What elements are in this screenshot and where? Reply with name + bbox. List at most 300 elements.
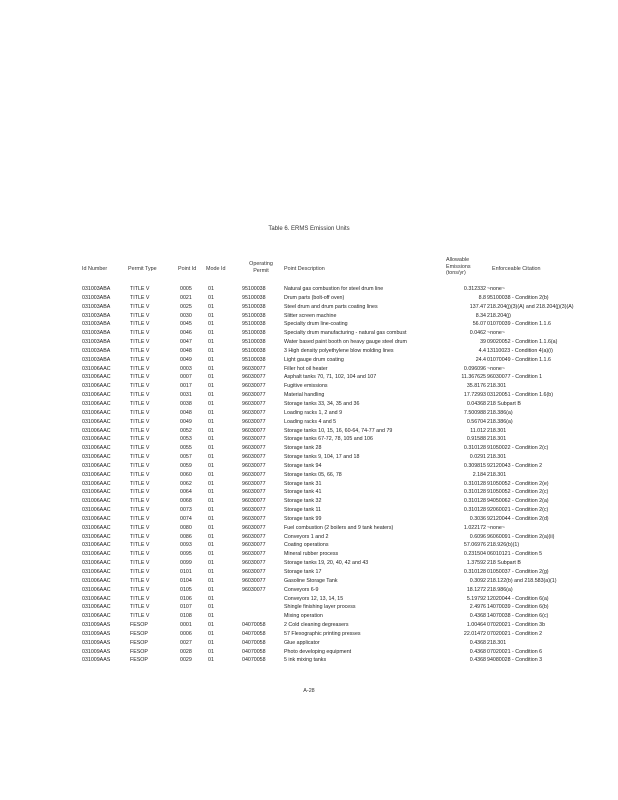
table-row [0,471,618,480]
point-id-cell: 0064 [180,489,192,496]
permit-type-cell: TITLE V [130,489,150,496]
emission-units-table [0,285,618,665]
point-description-cell: Storage tanks 33, 34, 35 and 36 [284,400,360,407]
allowable-emissions-cell: 0.0291 [469,454,486,461]
point-id-cell: 0062 [180,480,192,487]
enforceable-citation-cell: 218.301 [487,471,507,478]
mode-id-cell: 01 [208,418,214,425]
point-id-cell: 0017 [180,383,192,390]
table-row [0,488,618,497]
permit-type-cell: TITLE V [130,586,150,593]
point-description-cell: Storage tank 31 [284,480,322,487]
point-description-cell: Loading racks 4 and 5 [284,418,337,425]
operating-permit-cell: 96030077 [242,480,266,487]
enforceable-citation-cell: 218.301 [487,427,507,434]
point-id-cell: 0005 [180,286,192,292]
allowable-emissions-cell: 1.022172 [463,524,486,531]
allowable-emissions-cell: 57.06976 [463,542,486,549]
table-row [0,533,618,542]
table-row [0,577,618,586]
point-description-cell: Conveyors 6-9 [284,586,319,593]
enforceable-citation-cell: ~none~ [487,330,505,337]
enforceable-citation-cell: 07020021 - Condition 2 [487,630,543,637]
id-number-cell: 031006AAC [82,586,111,593]
table-row [0,480,618,489]
allowable-emissions-cell: 11.367625 [461,374,486,381]
table-row [0,656,618,665]
enforceable-citation-cell: ~none~ [487,365,505,372]
mode-id-cell: 01 [208,454,214,461]
point-description-cell: Conveyors 12, 13, 14, 15 [284,595,344,602]
allowable-emissions-cell: 0.231504 [463,551,486,558]
mode-id-cell: 01 [208,489,214,496]
table-row [0,453,618,462]
allowable-emissions-cell: 0.310128 [463,480,486,487]
table-row [0,418,618,427]
operating-permit-cell: 96030077 [242,409,266,416]
permit-type-cell: TITLE V [130,560,150,567]
table-row [0,639,618,648]
point-id-cell: 0101 [180,569,192,575]
allowable-emissions-cell: 39 [480,339,486,346]
allowable-emissions-cell: 4.4 [478,347,486,354]
allowable-emissions-cell: 0.4368 [469,648,486,655]
permit-type-cell: TITLE V [130,383,150,390]
permit-type-cell: TITLE V [130,462,150,469]
allowable-emissions-cell: 0.310128 [463,569,486,575]
operating-permit-cell: 96030077 [242,586,266,593]
permit-type-cell: FESOP [130,622,148,629]
enforceable-citation-cell: 06010121 - Condition 5 [487,551,543,558]
point-id-cell: 0048 [180,347,192,354]
allowable-emissions-cell: 1.00464 [466,622,486,629]
mode-id-cell: 01 [208,604,214,611]
point-description-cell: Storage tank 32 [284,498,322,505]
point-id-cell: 0059 [180,462,192,469]
point-id-cell: 0027 [180,639,192,646]
point-id-cell: 0049 [180,418,192,425]
id-number-cell: 031006AAC [82,533,111,540]
id-number-cell: 031006AAC [82,400,111,407]
point-description-cell: Steel drum and drum parts coating lines [284,303,378,310]
table-row [0,497,618,506]
enforceable-citation-cell: 91050022 - Condition 2(c) [487,445,549,452]
operating-permit-cell: 95100038 [242,294,266,301]
permit-type-cell: TITLE V [130,330,150,337]
allowable-emissions-cell: 0.6096 [469,533,486,540]
mode-id-cell: 01 [208,347,214,354]
mode-id-cell: 01 [208,374,214,381]
point-id-cell: 0068 [180,498,192,505]
enforceable-citation-cell: 218.386(a) [487,418,513,425]
allowable-emissions-cell: 0.04368 [466,400,486,407]
header-enforceable-citation: Enforceable Citation [492,266,541,272]
id-number-cell: 031006AAC [82,409,111,416]
point-id-cell: 0028 [180,648,192,655]
point-id-cell: 0055 [180,445,192,452]
permit-type-cell: TITLE V [130,286,150,292]
allowable-emissions-cell: 2.184 [472,471,486,478]
table-row [0,550,618,559]
point-description-cell: Storage tanks 19, 20, 40, 42 and 43 [284,560,369,567]
id-number-cell: 031006AAC [82,462,111,469]
table-row [0,294,618,303]
point-description-cell: Coating operations [284,542,329,549]
allowable-emissions-cell: 0.312332 [463,286,486,292]
mode-id-cell: 01 [208,595,214,602]
point-id-cell: 0099 [180,560,192,567]
permit-type-cell: TITLE V [130,613,150,620]
point-description-cell: Drum parts (bolt-off oven) [284,294,345,301]
point-description-cell: 57 Flexographic printing presses [284,630,361,637]
id-number-cell: 031006AAC [82,436,111,443]
table-row [0,612,618,621]
operating-permit-cell: 96030077 [242,445,266,452]
enforceable-citation-cell: 218.301 [487,639,507,646]
table-row [0,409,618,418]
allowable-emissions-cell: 18.1272 [466,586,486,593]
enforceable-citation-cell: 01070039 - Condition 1.1.6 [487,321,551,328]
allowable-emissions-cell: 0.4368 [469,639,486,646]
permit-type-cell: TITLE V [130,418,150,425]
id-number-cell: 031009AAS [82,630,111,637]
point-description-cell: Storage tank 99 [284,515,322,522]
mode-id-cell: 01 [208,507,214,514]
operating-permit-cell: 96030077 [242,436,266,443]
mode-id-cell: 01 [208,427,214,434]
allowable-emissions-cell: 0.56704 [466,418,486,425]
permit-type-cell: TITLE V [130,339,150,346]
id-number-cell: 031006AAC [82,551,111,558]
point-id-cell: 0074 [180,515,192,522]
point-description-cell: Storage tank 28 [284,445,322,452]
operating-permit-cell: 95100038 [242,303,266,310]
point-description-cell: Storage tanks 05, 66, 78 [284,471,342,478]
allowable-emissions-cell: 0.3036 [469,515,486,522]
mode-id-cell: 01 [208,560,214,567]
mode-id-cell: 01 [208,648,214,655]
allowable-emissions-cell: 0.3092 [469,577,486,584]
enforceable-citation-cell: 218.301 [487,454,507,461]
permit-type-cell: TITLE V [130,604,150,611]
mode-id-cell: 01 [208,312,214,319]
permit-type-cell: TITLE V [130,294,150,301]
enforceable-citation-cell: ~none~ [487,524,505,531]
operating-permit-cell: 95100038 [242,321,266,328]
point-id-cell: 0046 [180,330,192,337]
enforceable-citation-cell: 91050052 - Condition 2(e) [487,480,549,487]
mode-id-cell: 01 [208,551,214,558]
operating-permit-cell: 96030077 [242,418,266,425]
permit-type-cell: TITLE V [130,374,150,381]
mode-id-cell: 01 [208,542,214,549]
id-number-cell: 031003ABA [82,312,111,319]
id-number-cell: 031006AAC [82,595,111,602]
enforceable-citation-cell: 218 Subpart B [487,560,521,567]
point-id-cell: 0025 [180,303,192,310]
point-id-cell: 0052 [180,427,192,434]
point-description-cell: Specialty drum manufacturing - natural gas combust [284,330,407,337]
enforceable-citation-cell: 12020044 - Condition 6(a) [487,595,549,602]
id-number-cell: 031009AAS [82,657,111,664]
operating-permit-cell: 96030077 [242,507,266,514]
point-description-cell: Water based paint booth on heavy gauge steel drum [284,339,407,346]
enforceable-citation-cell: 218.122(b) and 218.583(a)(1) [487,577,557,584]
point-description-cell: Storage tanks 10, 15, 16, 60-64, 74-77 and 79 [284,427,393,434]
point-description-cell: Slitter screen machine [284,312,337,319]
table-row [0,347,618,356]
allowable-emissions-cell: 1.37592 [466,560,486,567]
enforceable-citation-cell: 14070039 - Condition 6(b) [487,604,549,611]
mode-id-cell: 01 [208,639,214,646]
id-number-cell: 031003ABA [82,339,111,346]
point-id-cell: 0007 [180,374,192,381]
id-number-cell: 031003ABA [82,303,111,310]
point-id-cell: 0031 [180,392,192,399]
point-id-cell: 0001 [180,622,192,629]
enforceable-citation-cell: 218.926(b)(1) [487,542,520,549]
id-number-cell: 031006AAC [82,392,111,399]
point-description-cell: 2 Cold cleaning degreasers [284,622,349,629]
id-number-cell: 031006AAC [82,471,111,478]
point-id-cell: 0030 [180,312,192,319]
permit-type-cell: TITLE V [130,533,150,540]
permit-type-cell: TITLE V [130,321,150,328]
operating-permit-cell: 96030077 [242,569,266,575]
enforceable-citation-cell: 94080028 - Condition 3 [487,657,543,664]
point-description-cell: Light gauge drum coating [284,356,344,363]
table-title: Table 6. ERMS Emission Units [268,226,350,232]
id-number-cell: 031003ABA [82,347,111,354]
permit-type-cell: TITLE V [130,347,150,354]
point-description-cell: Mineral rubber process [284,551,339,558]
point-id-cell: 0053 [180,436,192,443]
table-row [0,462,618,471]
point-description-cell: Fugitive emissions [284,383,328,390]
point-description-cell: Material handling [284,392,325,399]
permit-type-cell: FESOP [130,630,148,637]
point-description-cell: Filler hot oil heater [284,365,328,372]
id-number-cell: 031006AAC [82,498,111,505]
point-description-cell: Mixing operation [284,613,323,620]
table-row [0,621,618,630]
mode-id-cell: 01 [208,533,214,540]
point-description-cell: Conveyors 1 and 2 [284,533,329,540]
enforceable-citation-cell: 96030077 - Condition 1 [487,374,543,381]
point-id-cell: 0073 [180,507,192,514]
table-row [0,586,618,595]
enforceable-citation-cell: 218.204(j)(3)(A) and 218.204(j)(3)(A) [487,303,574,310]
point-id-cell: 0093 [180,542,192,549]
table-row [0,312,618,321]
enforceable-citation-cell: 218.204(j) [487,312,511,319]
allowable-emissions-cell: 2.4976 [469,604,486,611]
operating-permit-cell: 96030077 [242,542,266,549]
id-number-cell: 031003ABA [82,286,111,292]
point-id-cell: 0105 [180,586,192,593]
enforceable-citation-cell: 218.301 [487,383,507,390]
id-number-cell: 031006AAC [82,542,111,549]
header-allowable-emissions: Allowable Emissions (tons/yr) [446,257,471,277]
header-id-number: Id Number [82,266,108,272]
id-number-cell: 031006AAC [82,480,111,487]
enforceable-citation-cell: 07020021 - Condition 6 [487,648,543,655]
operating-permit-cell: 95100038 [242,339,266,346]
id-number-cell: 031006AAC [82,507,111,514]
allowable-emissions-cell: 17.72993 [463,392,486,399]
permit-type-cell: TITLE V [130,507,150,514]
point-id-cell: 0045 [180,321,192,328]
operating-permit-cell: 04070058 [242,639,266,646]
mode-id-cell: 01 [208,365,214,372]
table-row [0,373,618,382]
point-description-cell: Storage tank 17 [284,569,322,575]
point-description-cell: 5 ink mixing tanks [284,657,327,664]
enforceable-citation-cell: ~none~ [487,286,505,292]
mode-id-cell: 01 [208,462,214,469]
id-number-cell: 031006AAC [82,604,111,611]
enforceable-citation-cell: 01070049 - Condition 1.1.6 [487,356,551,363]
permit-type-cell: TITLE V [130,392,150,399]
point-id-cell: 0029 [180,657,192,664]
point-id-cell: 0047 [180,339,192,346]
mode-id-cell: 01 [208,613,214,620]
allowable-emissions-cell: 8.34 [475,312,486,319]
enforceable-citation-cell: 03120051 - Condition 1.6(b) [487,392,553,399]
permit-type-cell: TITLE V [130,454,150,461]
operating-permit-cell: 95100038 [242,347,266,354]
allowable-emissions-cell: 0.0462 [469,330,486,337]
table-row [0,506,618,515]
id-number-cell: 031003ABA [82,356,111,363]
mode-id-cell: 01 [208,630,214,637]
point-id-cell: 0108 [180,613,192,620]
operating-permit-cell: 96030077 [242,551,266,558]
operating-permit-cell: 04070058 [242,622,266,629]
operating-permit-cell: 04070058 [242,648,266,655]
operating-permit-cell: 96030077 [242,560,266,567]
operating-permit-cell: 96030077 [242,454,266,461]
table-row [0,559,618,568]
allowable-emissions-cell: 7.500988 [463,409,486,416]
mode-id-cell: 01 [208,321,214,328]
allowable-emissions-cell: 0.096096 [463,365,486,372]
id-number-cell: 031009AAS [82,648,111,655]
point-id-cell: 0106 [180,595,192,602]
id-number-cell: 031006AAC [82,374,111,381]
permit-type-cell: TITLE V [130,303,150,310]
id-number-cell: 031006AAC [82,560,111,567]
mode-id-cell: 01 [208,392,214,399]
operating-permit-cell: 95100038 [242,330,266,337]
id-number-cell: 031006AAC [82,418,111,425]
operating-permit-cell: 04070058 [242,657,266,664]
allowable-emissions-cell: 0.310128 [463,498,486,505]
mode-id-cell: 01 [208,657,214,664]
operating-permit-cell: 96030077 [242,392,266,399]
id-number-cell: 031006AAC [82,427,111,434]
table-row [0,515,618,524]
point-id-cell: 0080 [180,524,192,531]
operating-permit-cell: 96030077 [242,577,266,584]
allowable-emissions-cell: 0.4368 [469,657,486,664]
allowable-emissions-cell: 22.01472 [463,630,486,637]
enforceable-citation-cell: 218.986(a) [487,586,513,593]
point-description-cell: Storage tank 11 [284,507,322,514]
operating-permit-cell: 95100038 [242,356,266,363]
point-description-cell: Loading racks 1, 2 and 9 [284,409,343,416]
permit-type-cell: TITLE V [130,471,150,478]
table-row [0,648,618,657]
permit-type-cell: TITLE V [130,498,150,505]
id-number-cell: 031006AAC [82,365,111,372]
operating-permit-cell: 96030077 [242,524,266,531]
table-row [0,524,618,533]
point-id-cell: 0006 [180,630,192,637]
header-point-description: Point Description [284,266,325,272]
enforceable-citation-cell: 09020052 - Condition 1.1.6(a) [487,339,558,346]
table-row [0,595,618,604]
point-id-cell: 0049 [180,356,192,363]
point-description-cell: Natural gas combustion for steel drum line [284,286,384,292]
allowable-emissions-cell: 0.4368 [469,613,486,620]
enforceable-citation-cell: 92120044 - Condition 2(d) [487,515,549,522]
operating-permit-cell: 95100038 [242,312,266,319]
point-id-cell: 0107 [180,604,192,611]
mode-id-cell: 01 [208,303,214,310]
point-description-cell: Fuel combustion (2 boilers and 9 tank heaters) [284,524,394,531]
point-description-cell: Storage tank 94 [284,462,322,469]
table-row [0,338,618,347]
id-number-cell: 031006AAC [82,489,111,496]
mode-id-cell: 01 [208,330,214,337]
id-number-cell: 031003ABA [82,321,111,328]
allowable-emissions-cell: 8.8 [478,294,486,301]
table-row [0,568,618,577]
point-id-cell: 0104 [180,577,192,584]
id-number-cell: 031009AAS [82,622,111,629]
mode-id-cell: 01 [208,356,214,363]
operating-permit-cell: 96030077 [242,489,266,496]
permit-type-cell: TITLE V [130,515,150,522]
mode-id-cell: 01 [208,586,214,593]
point-id-cell: 0021 [180,294,192,301]
mode-id-cell: 01 [208,480,214,487]
permit-type-cell: TITLE V [130,524,150,531]
point-id-cell: 0057 [180,454,192,461]
table-row [0,444,618,453]
table-row [0,391,618,400]
header-point-id: Point Id [178,266,197,272]
allowable-emissions-cell: 0.91588 [466,436,486,443]
table-row [0,320,618,329]
operating-permit-cell: 96030077 [242,498,266,505]
allowable-emissions-cell: 0.310128 [463,489,486,496]
enforceable-citation-cell: 218 Subpart B [487,400,521,407]
table-row [0,382,618,391]
id-number-cell: 031006AAC [82,445,111,452]
mode-id-cell: 01 [208,622,214,629]
point-description-cell: Specialty drum line-coating [284,321,348,328]
id-number-cell: 031006AAC [82,613,111,620]
enforceable-citation-cell: 01050037 - Condition 2(g) [487,569,549,575]
permit-type-cell: TITLE V [130,427,150,434]
id-number-cell: 031009AAS [82,639,111,646]
point-description-cell: Asphalt tanks 70, 71, 102, 104 and 107 [284,374,377,381]
table-row [0,356,618,365]
enforceable-citation-cell: 92120043 - Condition 2 [487,462,543,469]
enforceable-citation-cell: 96060091 - Condition 2(a)(ii) [487,533,555,540]
